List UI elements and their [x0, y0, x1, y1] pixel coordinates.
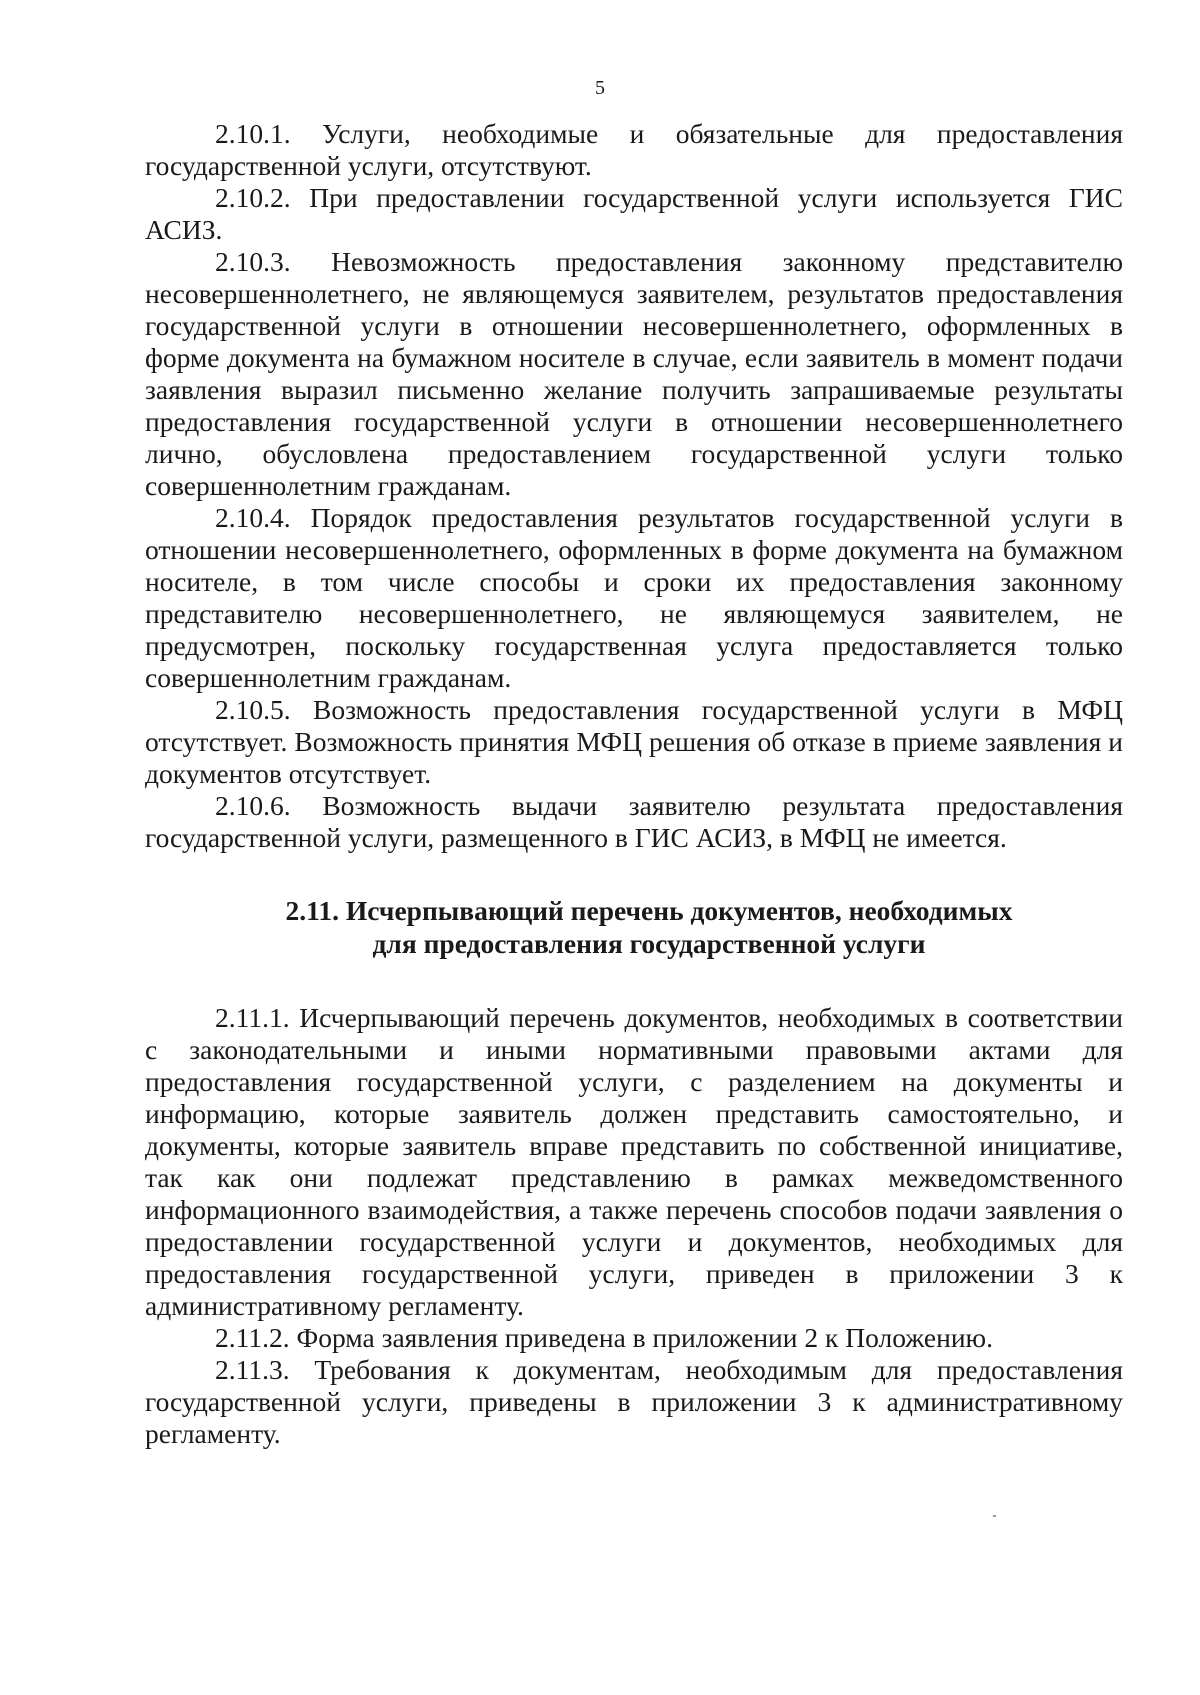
spacer — [145, 854, 1123, 894]
spacer — [145, 960, 1123, 1002]
scan-speck — [993, 1515, 996, 1517]
section-heading-line-1: 2.11. Исчерпывающий перечень документов, необходимых — [285, 895, 1013, 926]
paragraph-2-11-2: 2.11.2. Форма заявления приведена в приложении 2 к Положению. — [215, 1322, 993, 1353]
page-number: 5 — [595, 77, 605, 99]
section-heading-2-11 — [145, 894, 1123, 960]
paragraph-2-10-5: 2.10.5. Возможность предоставления государственной услуги в МФЦ отсутствует. Возможность принятия МФЦ решения об отказе в приеме заявления и документов отсутствует. — [145, 694, 1123, 789]
paragraph-2-10-2: 2.10.2. При предоставлении государственной услуги используется ГИС АСИЗ. — [145, 182, 1123, 245]
paragraph-2-10-6: 2.10.6. Возможность выдачи заявителю результата предоставления государственной услуги, размещенного в ГИС АСИЗ, в МФЦ не имеется. — [145, 790, 1123, 853]
paragraph-2-10-1: 2.10.1. Услуги, необходимые и обязательные для предоставления государственной услуги, отсутствуют. — [145, 118, 1123, 181]
paragraph-2-10-3: 2.10.3. Невозможность предоставления законному представителю несовершеннолетнего, не являющемуся заявителем, результатов предоставления государственной услуги в отношении несовершеннолетнего, оформленных в форме документа на бумажном носителе в случае, если заявитель в момент подачи заявления выразил письменно желание получить запрашиваемые результаты предоставления государственной услуги в отношении несовершеннолетнего лично, обусловлена предоставлением государственной услуги только совершеннолетним гражданам. — [145, 246, 1123, 501]
paragraph-2-11-3: 2.11.3. Требования к документам, необходимым для предоставления государственной услуги, приведены в приложении 3 к административному регламенту. — [145, 1354, 1123, 1449]
document-body — [145, 118, 1123, 1450]
paragraph-2-10-4: 2.10.4. Порядок предоставления результатов государственной услуги в отношении несовершеннолетнего, оформленных в форме документа на бумажном носителе, в том числе способы и сроки их предоставления законному представителю несовершеннолетнего, не являющемуся заявителем, не предусмотрен, поскольку государственная услуга предоставляется только совершеннолетним гражданам. — [145, 502, 1123, 693]
section-heading-line-2: для предоставления государственной услуги — [372, 928, 926, 959]
paragraph-2-11-1: 2.11.1. Исчерпывающий перечень документов, необходимых в соответствии с законодательными и иными нормативными правовыми актами для предоставления государственной услуги, с разделением на документы и информацию, которые заявитель должен представить самостоятельно, и документы, которые заявитель вправе представить по собственной инициативе, так как они подлежат представлению в рамках межведомственного информационного взаимодействия, а также перечень способов подачи заявления о предоставлении государственной услуги и документов, необходимых для предоставления государственной услуги, приведен в приложении 3 к административному регламенту. — [145, 1002, 1123, 1321]
